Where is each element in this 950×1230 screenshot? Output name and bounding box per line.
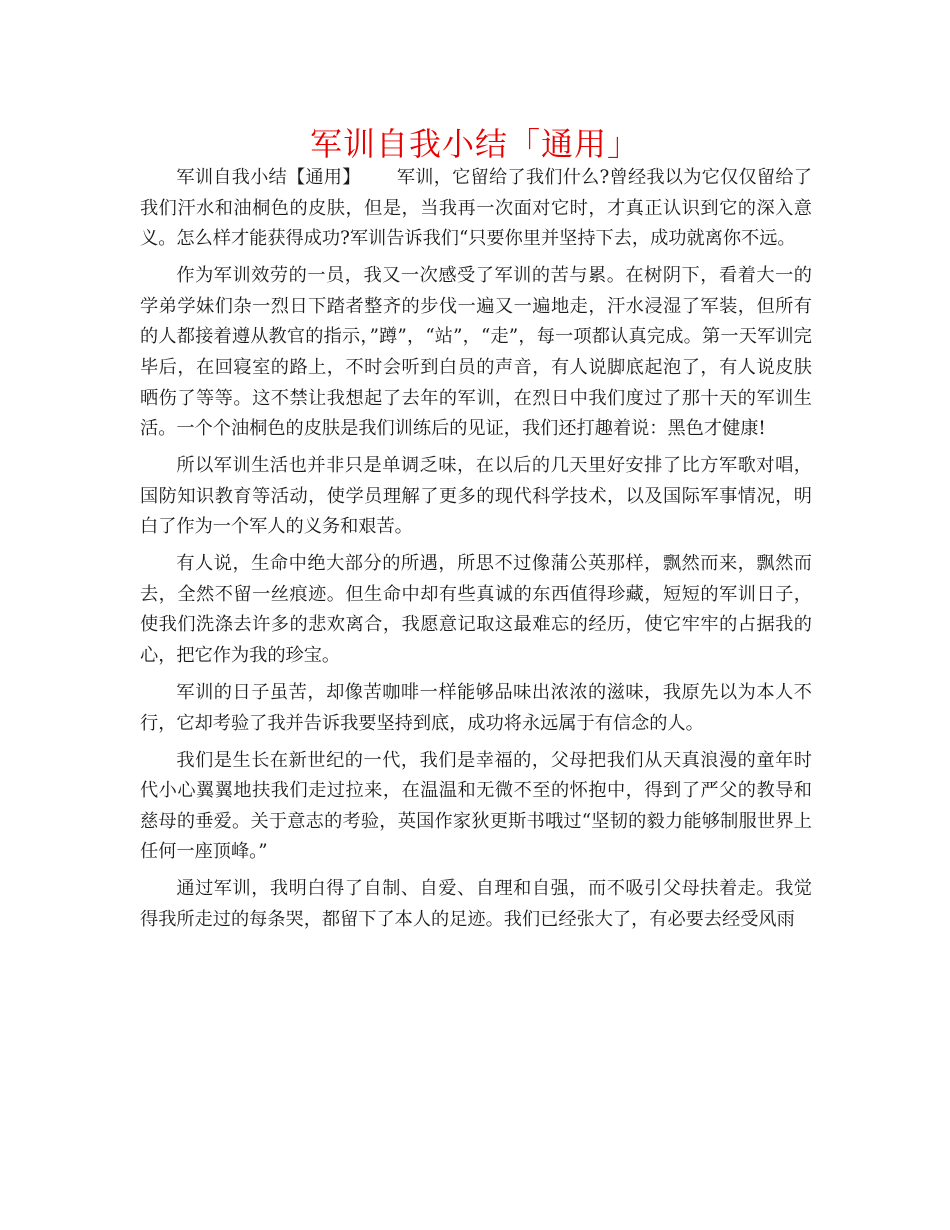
intro-label: 军训自我小结【通用】 bbox=[176, 167, 361, 188]
paragraph-3: 所以军训生活也并非只是单调乏味，在以后的几天里好安排了比方军歌对唱，国防知识教育等活动，使学员理解了更多的现代科学技术，以及国际军事情况，明白了作为一个军人的义务和艰苦。 bbox=[140, 455, 812, 538]
document-body bbox=[140, 163, 812, 942]
paragraph-7: 通过军训，我明白得了自制、自爱、自理和自强，而不吸引父母扶着走。我觉得我所走过的每条哭，都留下了本人的足迹。我们已经张大了，有必要去经受风雨 bbox=[140, 878, 812, 930]
paragraph-6: 我们是生长在新世纪的一代，我们是幸福的，父母把我们从天真浪漫的童年时代小心翼翼地扶我们走过拉来，在温温和无微不至的怀抱中，得到了严父的教导和慈母的垂爱。关于意志的考验，英国作家狄更斯书哦过“坚韧的毅力能够制服世界上任何一座顶峰。” bbox=[140, 749, 812, 863]
paragraph-5: 军训的日子虽苦，却像苦咖啡一样能够品味出浓浓的滋味，我原先以为本人不行，它却考验了我并告诉我要坚持到底，成功将永远属于有信念的人。 bbox=[140, 682, 812, 734]
paragraph-4: 有人说，生命中绝大部分的所遇，所思不过像蒲公英那样，飘然而来，飘然而去，全然不留一丝痕迹。但生命中却有些真诚的东西值得珍藏，短短的军训日子，使我们洗涤去许多的悲欢离合，我愿意记取这最难忘的经历，使它牢牢的占据我的心，把它作为我的珍宝。 bbox=[140, 553, 812, 667]
paragraph-1 bbox=[140, 163, 812, 255]
paragraph-2: 作为军训效劳的一员，我又一次感受了军训的苦与累。在树阴下，看着大一的学弟学妹们杂一烈日下踏者整齐的步伐一遍又一遍地走，汗水浸湿了军装，但所有的人都接着遵从教官的指示，”蹲”，“站”，“走”，每一项都认真完成。第一天军训完毕后，在回寝室的路上，不时会听到白员的声音，有人说脚底起泡了，有人说皮肤晒伤了等等。这不禁让我想起了去年的军训，在烈日中我们度过了那十天的军训生活。一个个油桐色的皮肤是我们训练后的见证，我们还打趣着说：黑色才健康! bbox=[140, 265, 812, 440]
document-title: 军训自我小结「通用」 bbox=[309, 125, 640, 163]
paragraph-1-text: 军训，它留给了我们什么?曾经我以为它仅仅留给了我们汗水和油桐色的皮肤，但是，当我再一次面对它时，才真正认识到它的深入意义。怎么样才能获得成功?军训告诉我们“只要你里并坚持下去，成功就离你不远。 bbox=[140, 167, 812, 250]
